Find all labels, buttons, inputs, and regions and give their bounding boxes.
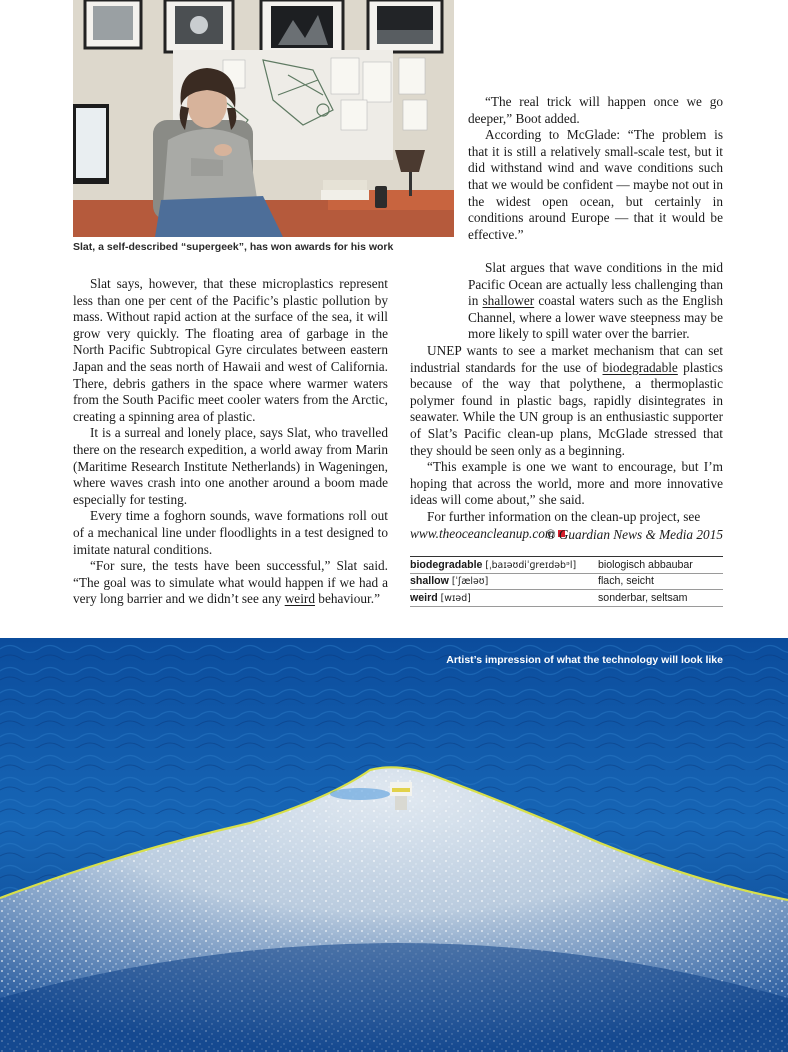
article-column-right-top [468,94,723,243]
framed-pictures [85,0,442,56]
paragraph: “This example is one we want to encourage, but I’m hoping that across the world, more and more innovative ideas will come about,” she said. [410,459,723,508]
vocab-row [410,574,723,591]
vocab-highlight-weird: weird [284,591,315,607]
vocab-highlight-shallower: shallower [482,293,535,309]
vocab-translation: biologisch abbaubar [598,558,693,571]
vocab-highlight-biodegradable: biodegradable [602,359,678,375]
ocean-caption: Artist’s impression of what the technology will look like [446,654,723,666]
paragraph: It is a surreal and lonely place, says Slat, who travelled there on the research expedition, a world away from Marin (Maritime Research Institute Netherlands) in Wageningen, where waves crash into one another around a boom made especially for testing. [73,425,388,507]
copyright-credit: © Guardian News & Media 2015 [545,527,723,542]
photo-caption: Slat, a self-described “supergeek”, has won awards for his work [73,241,394,253]
paragraph [410,343,723,459]
vocab-ipa: [ˌbaɪəʊdiˈɡreɪdəbᵊl] [485,559,577,571]
paragraph: According to McGlade: “The problem is that it is still a relatively small-scale test, but it did withstand wind and wave conditions such that we would be confident — maybe not out in the widest open ocean, but certainly in conditions around Europe — that it would be effective.” [468,127,723,242]
vocabulary-box [410,556,723,607]
paragraph: For further information on the clean-up project, see [427,508,701,524]
vocab-word: shallow [410,575,449,588]
vocab-translation: flach, seicht [598,575,654,588]
vocab-term [410,592,598,604]
paragraph: “The real trick will happen once we go deeper,” Boot added. [468,94,723,126]
paragraph [468,260,723,343]
vocab-word: weird [410,591,438,604]
text-run: “For sure, the tests have been successful,” Slat said. “The goal was to simulate what would happen if we had a very long barrier and we didn’t see any [73,558,388,607]
article-photo [73,0,454,237]
vocab-row [410,557,723,574]
article-column-right [410,260,723,542]
paragraph: Every time a foghorn sounds, wave formations roll out of a mechanical line under floodlights in a test designed to imitate natural conditions. [73,508,388,557]
text-run: Slat argues that wave conditions in the mid Pacific Ocean are actually less challenging than in [468,260,723,309]
text-run: plastics because of the way that polythene, a thermoplastic polymer found in plastic bags, rapidly disintegrates in seawater. While the UN group is an enthusiastic supporter of Slat’s Pacific clean-up plans, McGlade stressed that they should be seen only as a beginning. [410,359,723,458]
source-link[interactable]: www.theoceancleanup.com [410,525,555,541]
text-run: UNEP wants to see a market mechanism that can set industrial standards for the use of [410,342,723,375]
vocab-row [410,590,723,607]
paragraph [73,558,388,608]
ocean-illustration [0,638,788,1052]
vocab-translation: sonderbar, seltsam [598,591,688,604]
vocab-ipa: [ˈʃæləʊ] [451,576,489,588]
article-column-left [73,276,388,608]
text-run: coastal waters such as the English Channel, where a lower wave steepness may be more likely to spill water over the barrier. [468,293,724,342]
text-run: behaviour.” [314,591,380,607]
vocab-term [410,575,598,587]
vocab-term [410,559,598,571]
vocab-word: biodegradable [410,558,483,571]
photo-illustration [73,0,454,237]
paragraph: Slat says, however, that these microplastics represent less than one per cent of the Pacific’s plastic pollution by mass. Without rapid action at the surface of the sea, it will grow very quickly. The floating area of garbage in the North Pacific Subtropical Gyre circulates between eastern Japan and the seas north of Hawaii and west of California. There, debris gathers in the space where warmer waters from the South Pacific meet cooler waters from the Arctic, creating a spinning area of plastic. [73,276,388,424]
vocab-ipa: [wɪəd] [440,592,471,604]
ocean-barrier-image [0,638,788,1052]
